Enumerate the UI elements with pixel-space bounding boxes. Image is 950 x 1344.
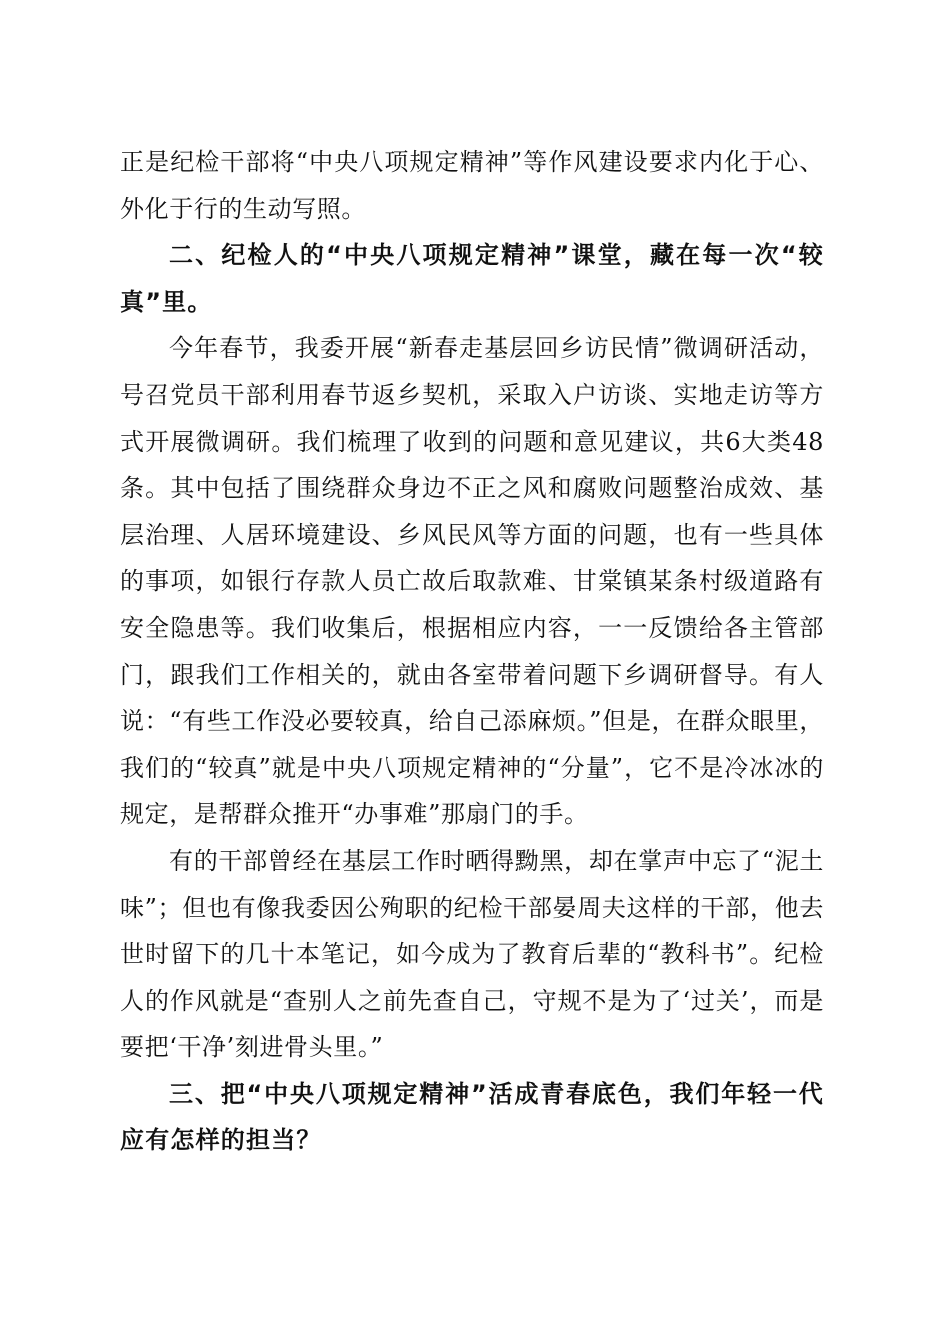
section-heading-three: 三、把“中央八项规定精神”活成青春底色，我们年轻一代应有怎样的担当？ xyxy=(120,1079,824,1155)
paragraph-continuation: 正是纪检干部将“中央八项规定精神”等作风建设要求内化于心、外化于行的生动写照。 xyxy=(120,148,824,223)
paragraph-cadre-example: 有的干部曾经在基层工作时晒得黝黑，却在掌声中忘了“泥土味”；但也有像我委因公殉职的纪检干部晏周夫这样的干部，他去世时留下的几十本笔记，如今成为了教育后辈的“教科书”。纪检人的作风就是“查别人之前先查自己，守规不是为了‘过关’，而是要把‘干净’刻进骨头里。” xyxy=(120,846,824,1062)
document-body xyxy=(120,139,824,1164)
section-heading-two: 二、纪检人的“中央八项规定精神”课堂，藏在每一次“较真”里。 xyxy=(120,241,824,316)
paragraph-spring-festival-research: 今年春节，我委开展“新春走基层回乡访民情”微调研活动，号召党员干部利用春节返乡契机，采取入户访谈、实地走访等方式开展微调研。我们梳理了收到的问题和意见建议，共6大类48条。其中包括了围绕群众身边不正之风和腐败问题整治成效、基层治理、人居环境建设、乡风民风等方面的问题，也有一些具体的事项，如银行存款人员亡故后取款难、甘棠镇某条村级道路有安全隐患等。我们收集后，根据相应内容，一一反馈给各主管部门，跟我们工作相关的，就由各室带着问题下乡调研督导。有人说：“有些工作没必要较真，给自己添麻烦。”但是，在群众眼里，我们的“较真”就是中央八项规定精神的“分量”，它不是冷冰冰的规定，是帮群众推开“办事难”那扇门的手。 xyxy=(120,334,824,829)
